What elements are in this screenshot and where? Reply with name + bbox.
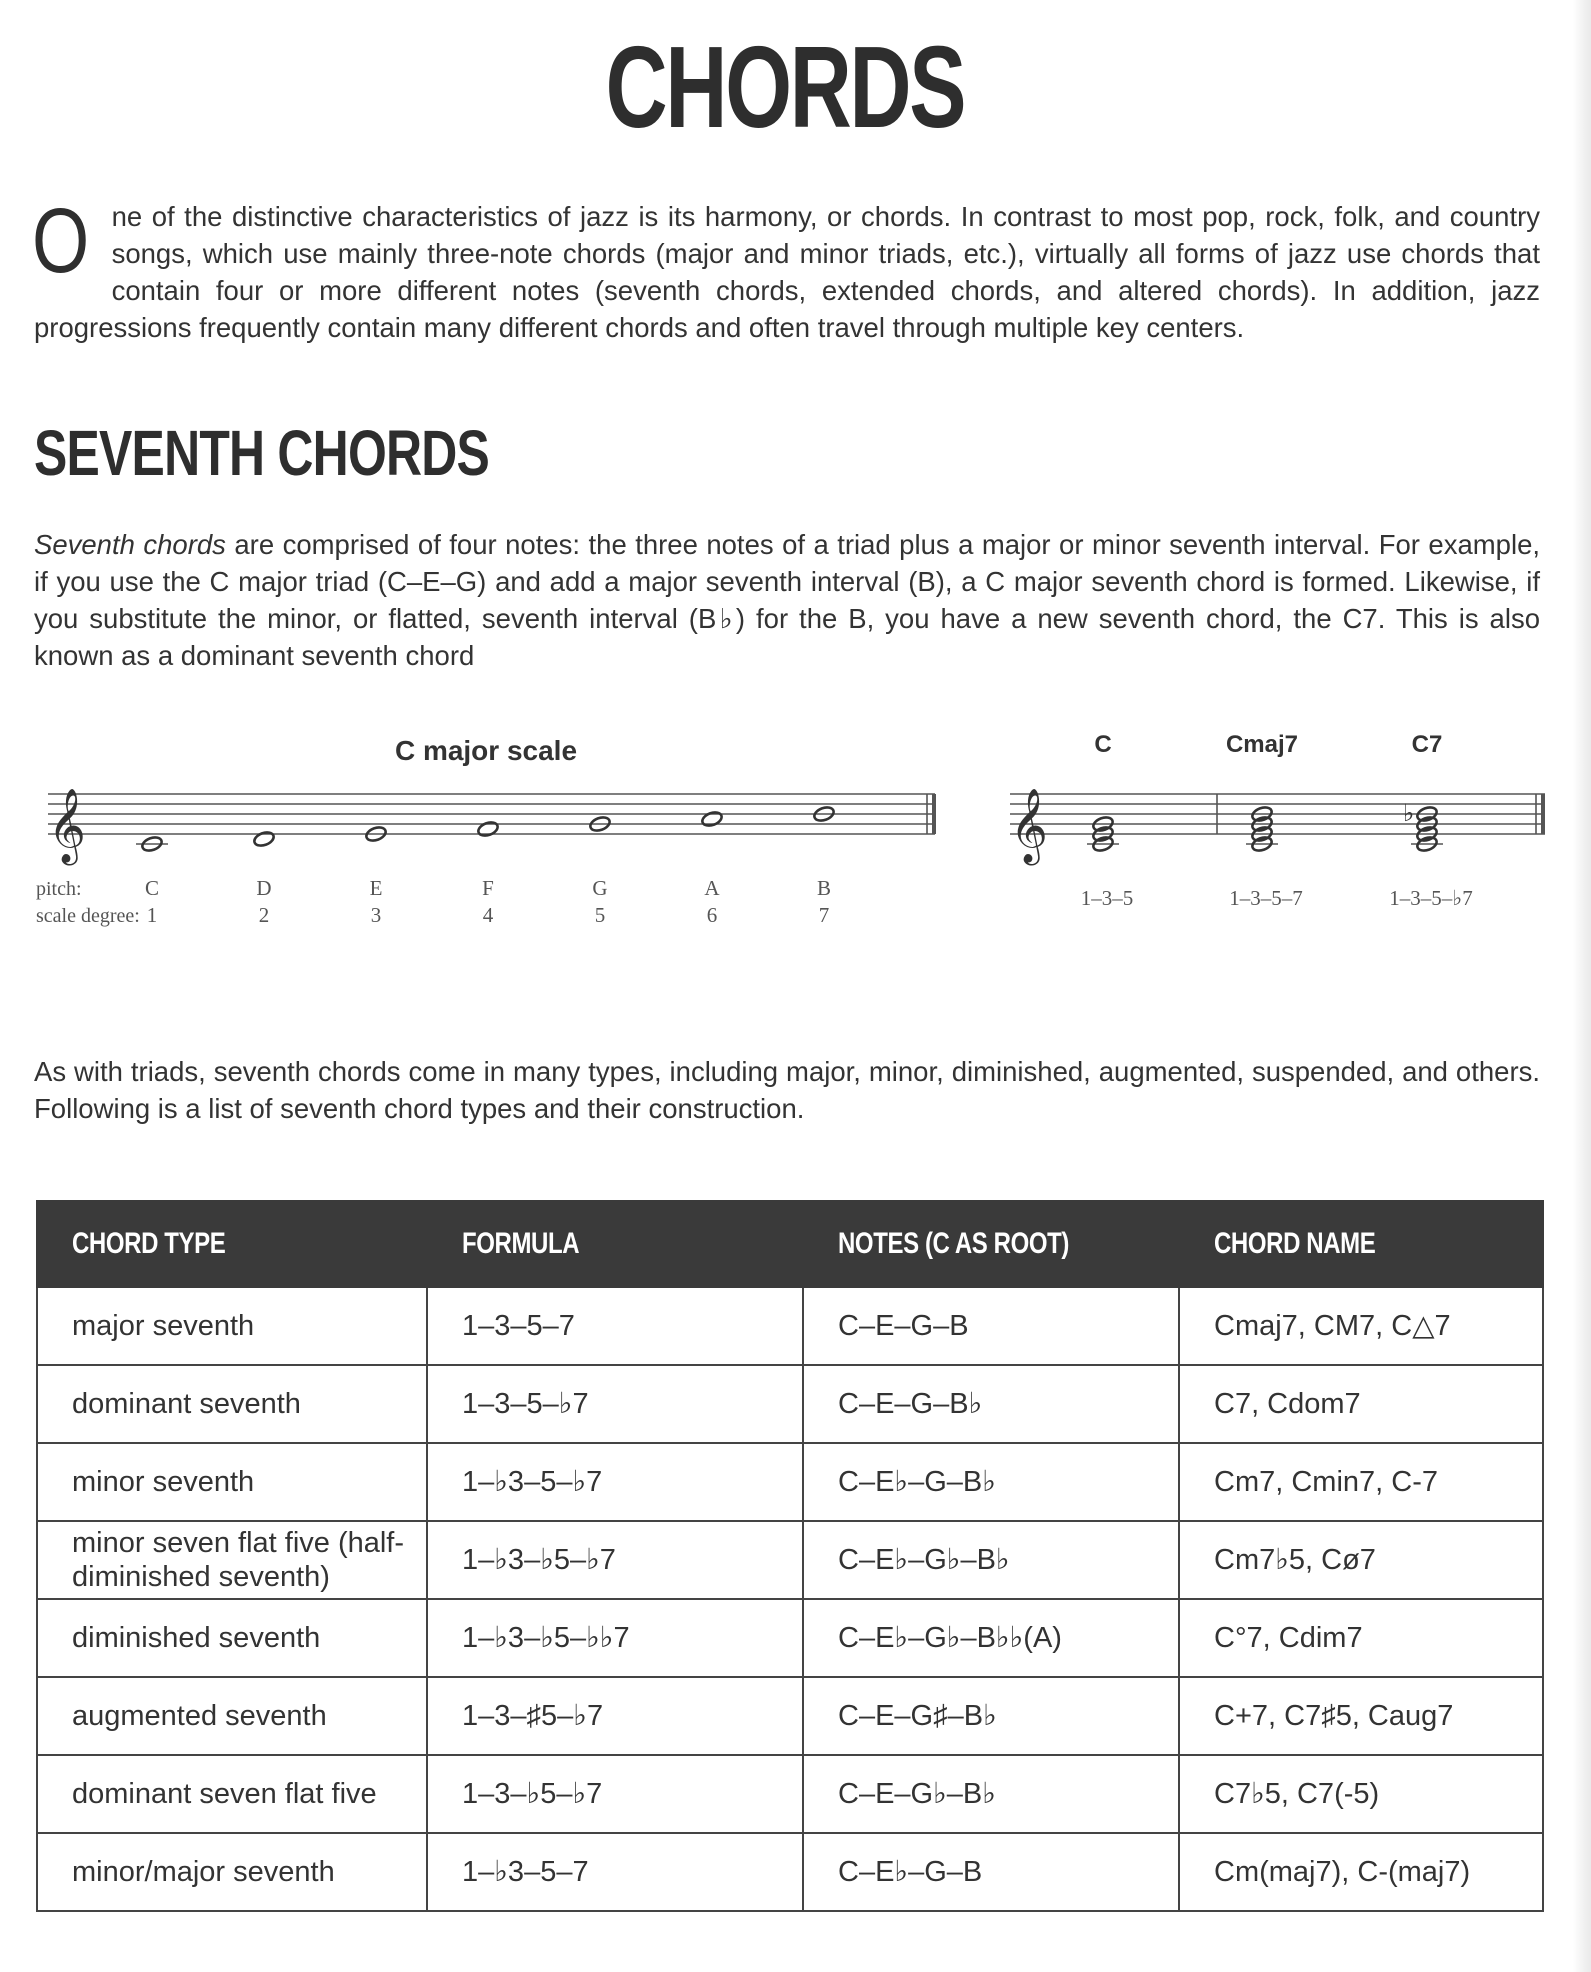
cell-chord-type: dominant seventh	[37, 1365, 427, 1443]
seventh-chords-paragraph	[34, 526, 1540, 674]
flat-icon: ♭	[1403, 801, 1415, 827]
cell-chord-name: C7♭5, C7(-5)	[1179, 1755, 1543, 1833]
cell-chord-type: dominant seven flat five	[37, 1755, 427, 1833]
table-row	[37, 1521, 1543, 1599]
seventh-chord-table	[36, 1200, 1544, 1912]
cell-chord-type: minor/major seventh	[37, 1833, 427, 1911]
intro-paragraph	[32, 190, 1540, 346]
cell-notes: C–E–G–B	[803, 1287, 1179, 1365]
pitch-name: B	[816, 876, 832, 900]
table-row	[37, 1599, 1543, 1677]
pitch-label: pitch:	[36, 878, 82, 900]
intro-text: ne of the distinctive characteristics of jazz is its harmony, or chords. In contrast to most pop, rock, folk, and country songs, which use mainly three-note chords (major and minor triads, etc.), virtually all forms of jazz use chords that contain four or more different notes (seventh chords, extended chords, and altered chords). In addition, jazz progressions frequently contain many different chords and often travel through multiple key centers.	[34, 201, 1540, 343]
chord-symbol: Cmaj7	[1225, 731, 1299, 758]
header-formula: FORMULA	[427, 1201, 803, 1287]
cell-chord-type: augmented seventh	[37, 1677, 427, 1755]
scale-degree: 4	[482, 903, 494, 927]
chord-symbol: C	[1094, 731, 1112, 758]
scale-degree-label: scale degree:	[36, 905, 140, 927]
seventh-chords-term: Seventh chords	[34, 529, 226, 560]
scale-staff	[48, 794, 935, 834]
cell-chord-name: Cm7, Cmin7, C-7	[1179, 1443, 1543, 1521]
seventh-chords-text: are comprised of four notes: the three notes of a triad plus a major or minor seventh interval. For example, if you use the C major triad (C–E–G) and add a major seventh interval (B), a C major seventh chord is formed. Likewise, if you substitute the minor, or flatted, seventh interval (B♭) for the B, you have a new seventh chord, the C7. This is also known as a dominant seventh chord	[34, 529, 1541, 671]
cell-chord-type: diminished seventh	[37, 1599, 427, 1677]
whole-note	[253, 830, 276, 848]
scale-degree: 7	[818, 903, 830, 927]
chord-staff	[1010, 794, 1545, 834]
table-row	[37, 1287, 1543, 1365]
scale-degree: 5	[594, 903, 606, 927]
pitch-name: E	[369, 876, 383, 900]
whole-note	[477, 820, 500, 838]
cell-chord-type: minor seventh	[37, 1443, 427, 1521]
chord-formula: 1–3–5	[1080, 886, 1134, 910]
whole-note	[701, 810, 724, 828]
cell-notes: C–E♭–G♭–B♭	[803, 1521, 1179, 1599]
music-notation	[0, 720, 1591, 960]
drop-cap: O	[32, 190, 90, 292]
types-paragraph: As with triads, seventh chords come in many types, including major, minor, diminished, augmented, suspended, and others. Following is a list of seventh chord types and their construction.	[34, 1056, 1540, 1124]
table-row	[37, 1443, 1543, 1521]
treble-clef-icon: 𝄞	[48, 790, 86, 861]
header-chord-name: CHORD NAME	[1179, 1201, 1543, 1287]
cell-formula: 1–♭3–♭5–♭♭7	[427, 1599, 803, 1677]
cell-chord-name: C7, Cdom7	[1179, 1365, 1543, 1443]
cell-formula: 1–3–♭5–♭7	[427, 1755, 803, 1833]
chord-formula: 1–3–5–7	[1229, 886, 1303, 910]
cell-chord-name: C+7, C7♯5, Caug7	[1179, 1677, 1543, 1755]
table-row	[37, 1833, 1543, 1911]
cell-chord-name: Cm7♭5, Cø7	[1179, 1521, 1543, 1599]
cell-notes: C–E♭–G♭–B♭♭(A)	[803, 1599, 1179, 1677]
cell-notes: C–E♭–G–B♭	[803, 1443, 1179, 1521]
cell-notes: C–E–G♯–B♭	[803, 1677, 1179, 1755]
cell-formula: 1–♭3–5–7	[427, 1833, 803, 1911]
header-chord-type: CHORD TYPE	[37, 1201, 427, 1287]
page-title: CHORDS	[605, 22, 965, 152]
header-notes: NOTES (C AS ROOT)	[803, 1201, 1179, 1287]
cell-notes: C–E–G–B♭	[803, 1365, 1179, 1443]
chord-symbol: C7	[1411, 731, 1443, 758]
table-row	[37, 1755, 1543, 1833]
scale-degree: 3	[370, 903, 382, 927]
chord-notes	[1081, 731, 1473, 910]
section-heading: SEVENTH CHORDS	[34, 417, 490, 489]
cell-notes: C–E–G♭–B♭	[803, 1755, 1179, 1833]
cell-chord-name: C°7, Cdim7	[1179, 1599, 1543, 1677]
cell-chord-name: Cmaj7, CM7, C△7	[1179, 1287, 1543, 1365]
treble-clef-icon: 𝄞	[1010, 790, 1048, 861]
page-edge	[1573, 0, 1591, 1972]
cell-chord-name: Cm(maj7), C-(maj7)	[1179, 1833, 1543, 1911]
table-row	[37, 1365, 1543, 1443]
cell-notes: C–E♭–G–B	[803, 1833, 1179, 1911]
pitch-name: D	[256, 876, 272, 900]
table-row	[37, 1677, 1543, 1755]
pitch-name: C	[144, 876, 160, 900]
pitch-name: A	[704, 876, 720, 900]
scale-degree: 2	[258, 903, 270, 927]
cell-formula: 1–3–♯5–♭7	[427, 1677, 803, 1755]
cell-chord-type: minor seven flat five (half-diminished seventh)	[37, 1521, 427, 1599]
scale-title: C major scale	[394, 735, 578, 766]
cell-formula: 1–3–5–♭7	[427, 1365, 803, 1443]
cell-formula: 1–♭3–5–♭7	[427, 1443, 803, 1521]
table-header-row	[37, 1201, 1543, 1287]
chord-formula: 1–3–5–♭7	[1389, 886, 1473, 910]
pitch-name: G	[592, 876, 608, 900]
scale-degree: 6	[706, 903, 718, 927]
cell-chord-type: major seventh	[37, 1287, 427, 1365]
cell-formula: 1–♭3–♭5–♭7	[427, 1521, 803, 1599]
cell-formula: 1–3–5–7	[427, 1287, 803, 1365]
pitch-name: F	[482, 876, 494, 900]
scale-degree: 1	[146, 903, 158, 927]
